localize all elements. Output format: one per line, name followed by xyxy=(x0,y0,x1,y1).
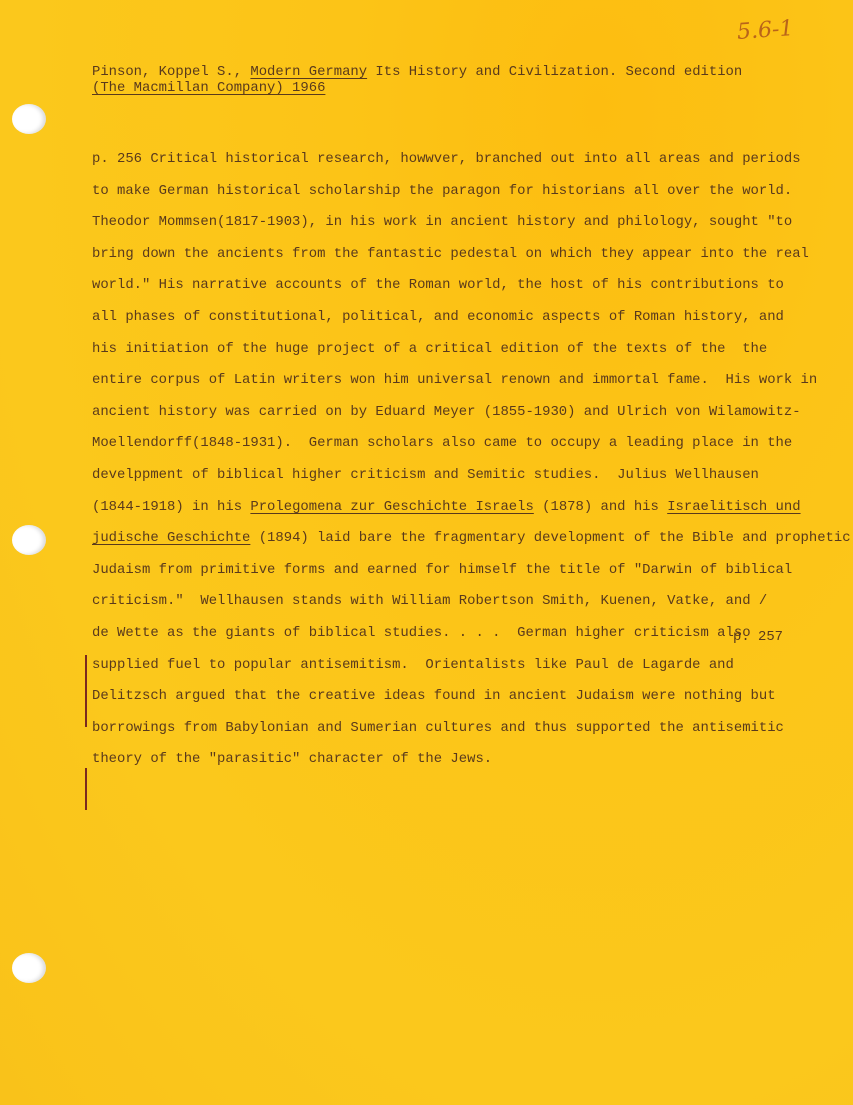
text-line xyxy=(92,528,851,560)
text-line xyxy=(92,718,851,750)
text-segment: Judaism from primitive forms and earned for himself the title of "Darwin of biblical xyxy=(92,561,793,578)
text-line xyxy=(92,686,851,718)
text-line xyxy=(92,149,851,181)
margin-mark xyxy=(85,768,87,810)
text-line xyxy=(92,591,851,623)
text-line xyxy=(92,655,851,687)
text-segment: bring down the ancients from the fantastic pedestal on which they appear into the real xyxy=(92,245,809,262)
text-segment: supplied fuel to popular antisemitism. Orientalists like Paul de Lagarde and xyxy=(92,656,734,673)
text-line xyxy=(92,749,851,781)
quoted-passage xyxy=(92,149,851,781)
text-segment: develppment of biblical higher criticism and Semitic studies. Julius Wellhausen xyxy=(92,466,759,483)
text-line xyxy=(92,402,851,434)
underlined-title: Israelitisch und xyxy=(667,498,801,515)
text-line xyxy=(92,433,851,465)
text-segment: Theodor Mommsen(1817-1903), in his work in ancient history and philology, sought "to xyxy=(92,214,793,231)
text-line xyxy=(92,307,851,339)
text-line xyxy=(92,339,851,371)
text-segment: all phases of constitutional, political, and economic aspects of Roman history, and xyxy=(92,308,784,325)
text-segment: ancient history was carried on by Eduard Meyer (1855-1930) and Ulrich von Wilamowitz- xyxy=(92,403,801,420)
handwritten-page-number: 5.6-1 xyxy=(736,16,795,45)
punch-hole xyxy=(12,953,46,983)
margin-mark xyxy=(85,655,87,727)
text-segment: entire corpus of Latin writers won him universal renown and immortal fame. His work in xyxy=(92,372,818,389)
underlined-title: Modern Germany xyxy=(250,64,368,80)
text-segment: world." His narrative accounts of the Roman world, the host of his contributions to xyxy=(92,277,784,294)
margin-page-note: p. 257 xyxy=(733,629,784,645)
punch-hole xyxy=(12,104,46,134)
text-line xyxy=(92,181,851,213)
text-segment: theory of the "parasitic" character of the Jews. xyxy=(92,751,493,768)
text-line xyxy=(92,560,851,592)
text-line xyxy=(92,497,851,529)
text-segment: de Wette as the giants of biblical studies. . . . German higher criticism also xyxy=(92,624,751,641)
text-segment: criticism." Wellhausen stands with William Robertson Smith, Kuenen, Vatke, and / xyxy=(92,593,768,610)
underlined-title: judische Geschichte xyxy=(92,530,251,547)
text-segment: (1878) and his xyxy=(533,498,668,515)
text-segment: (1894) laid bare the fragmentary development of the Bible and prophetic xyxy=(250,530,851,547)
text-segment: borrowings from Babylonian and Sumerian cultures and thus supported the antisemitic xyxy=(92,719,784,736)
text-line xyxy=(92,275,851,307)
text-segment: Moellendorff(1848-1931). German scholars also came to occupy a leading place in the xyxy=(92,435,793,452)
text-segment: to make German historical scholarship the paragon for historians all over the world. xyxy=(92,182,793,199)
text-segment: (1844-1918) in his xyxy=(92,498,251,515)
text-line xyxy=(92,370,851,402)
text-segment: his initiation of the huge project of a critical edition of the texts of the the xyxy=(92,340,768,357)
text-line xyxy=(92,80,742,96)
text-segment: Pinson, Koppel S., xyxy=(92,64,251,80)
text-segment: Delitzsch argued that the creative ideas found in ancient Judaism were nothing but xyxy=(92,688,776,705)
text-segment: p. 256 Critical historical research, howwver, branched out into all areas and periods xyxy=(92,151,801,167)
underlined-title: (The Macmillan Company) 1966 xyxy=(92,80,326,96)
underlined-title: Prolegomena zur Geschichte Israels xyxy=(250,498,534,515)
text-segment: Its History and Civilization. Second edition xyxy=(367,64,743,80)
text-line xyxy=(92,64,742,80)
text-line xyxy=(92,244,851,276)
punch-hole xyxy=(12,525,46,555)
text-line xyxy=(92,465,851,497)
text-line xyxy=(92,212,851,244)
bibliographic-citation xyxy=(92,64,742,96)
